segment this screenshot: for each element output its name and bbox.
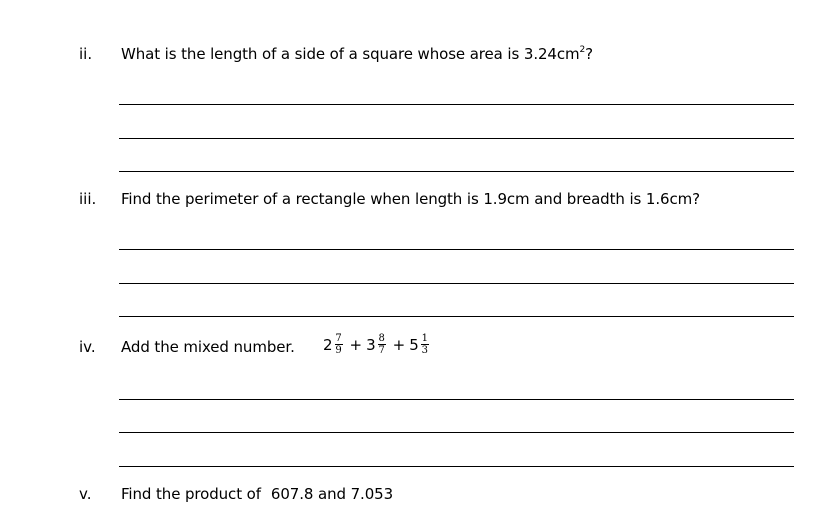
question-number: iv.	[79, 338, 96, 356]
numerator: 7	[335, 333, 342, 344]
answer-line[interactable]	[119, 466, 794, 467]
whole-part: 5	[409, 335, 419, 354]
question-text: What is the length of a side of a square whose area is $3.24cm^2$?	[121, 45, 594, 63]
numerator: 8	[378, 333, 385, 344]
question-text: Add the mixed number.	[121, 338, 295, 356]
question-values: 607.8 and 7.053	[270, 485, 394, 503]
whole-part: 3	[366, 335, 376, 354]
plus-operator: +	[349, 335, 363, 354]
answer-line[interactable]	[119, 316, 794, 317]
answer-line[interactable]	[119, 249, 794, 250]
denominator: 7	[378, 345, 385, 356]
fraction	[335, 333, 343, 356]
answer-line[interactable]	[119, 399, 794, 400]
answer-line[interactable]	[119, 283, 794, 284]
answer-line[interactable]	[119, 104, 794, 105]
numerator: 1	[421, 333, 428, 344]
plus-operator: +	[392, 335, 406, 354]
fraction	[378, 333, 386, 356]
superscript: 2	[579, 45, 586, 55]
question-number: v.	[79, 485, 92, 503]
mixed-number-expression	[323, 333, 432, 356]
question-number: iii.	[79, 190, 97, 208]
answer-line[interactable]	[119, 432, 794, 433]
answer-line[interactable]	[119, 138, 794, 139]
answer-line[interactable]	[119, 171, 794, 172]
denominator: 3	[421, 345, 428, 356]
fraction	[421, 333, 429, 356]
denominator: 9	[335, 345, 342, 356]
question-text: Find the perimeter of a rectangle when length is 1.9cm and breadth is 1.6cm?	[121, 190, 700, 208]
whole-part: 2	[323, 335, 333, 354]
question-number: ii.	[79, 45, 93, 63]
question-text: Find the product of 607.8 and 7.053	[121, 485, 394, 503]
